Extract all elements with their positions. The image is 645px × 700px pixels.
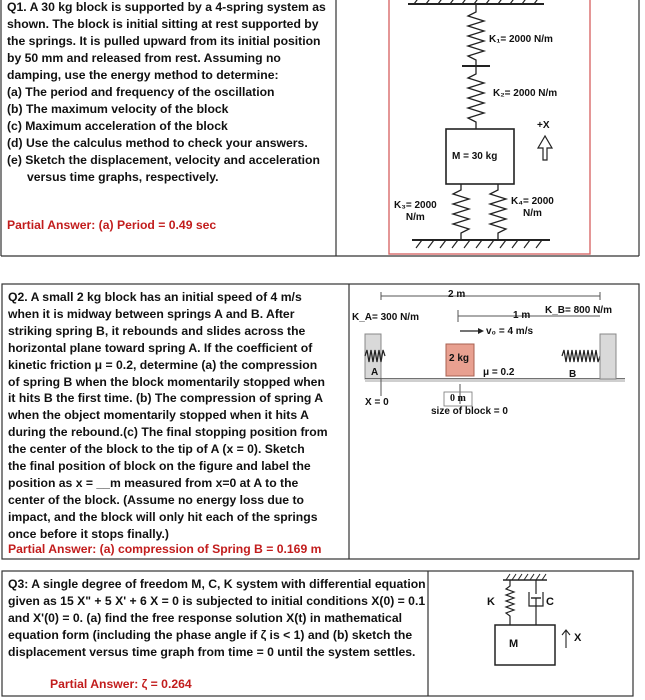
q2-answer: Partial Answer: (a) compression of Spring B = 0.169 m — [8, 542, 322, 556]
mu-label: μ = 0.2 — [483, 367, 515, 378]
zero-label: 0 m — [450, 393, 466, 404]
spring-b — [562, 350, 600, 362]
q2-line: striking spring B, it rebounds and slides across the — [8, 323, 306, 338]
q2-dist-1m: 1 m — [513, 310, 531, 321]
q1-line: (d) Use the calculus method to check your answers. — [7, 136, 308, 150]
q1-line: Q1. A 30 kg block is supported by a 4-spring system as — [7, 0, 326, 14]
velocity-label: v₀ = 4 m/s — [486, 326, 534, 337]
q2-line: position as x = __m measured from x=0 at A to the — [8, 475, 299, 490]
q2-line: when it is midway between springs A and B. After — [8, 306, 295, 321]
q2-line: horizontal plane toward spring A. If the coefficient of — [8, 340, 313, 355]
k3-value: K₃= 2000 — [394, 200, 437, 211]
k1-label: K₁= 2000 N/m — [489, 34, 553, 45]
q1-line: by 50 mm and released from rest. Assuming no — [7, 51, 281, 65]
q2-line: it hits B the first time. (b) The compression of spring A — [8, 391, 324, 406]
q3-line: displacement versus time graph from time = 0 until the system settles. — [8, 645, 416, 659]
q1-line: shown. The block is initial sitting at rest supported by — [7, 17, 319, 31]
q1-box-borders — [0, 0, 645, 260]
k4-unit: N/m — [522, 208, 542, 219]
q2-line: center of the block. (Assume no energy loss due to — [8, 492, 304, 507]
q3-m-label: M — [509, 638, 519, 650]
direction-label: +X — [537, 120, 550, 131]
q2-line: of spring B when the block momentarily stopped when — [8, 374, 325, 389]
q2-line: impact, and the block will only hit each of the springs — [8, 509, 318, 524]
q1-line: the springs. It is pulled upward from its initial position — [7, 34, 321, 48]
label-b: B — [569, 369, 577, 380]
q3-mck-figure — [470, 568, 620, 698]
x0-label: X = 0 — [365, 397, 389, 408]
q1-line: (e) Sketch the displacement, velocity and acceleration — [7, 153, 320, 167]
label-a: A — [371, 367, 379, 378]
ka-label: K_A= 300 N/m — [352, 312, 419, 323]
q2-mass-label: 2 kg — [449, 353, 470, 364]
q2-dist-2m: 2 m — [448, 289, 466, 300]
q2-line: when the object momentarily stopped when it hits A — [8, 408, 309, 423]
q2-line: during the rebound.(c) The final stopping position from — [8, 425, 328, 440]
q3-mass-block — [495, 625, 555, 665]
q1-mass-label: M = 30 kg — [452, 151, 498, 162]
q1-line: (b) The maximum velocity of the block — [7, 102, 229, 116]
kb-label: K_B= 800 N/m — [545, 305, 612, 316]
q3-line: equation form (including the phase angle if ζ is < 1) and (b) sketch the — [8, 628, 413, 642]
q3-line: and X'(0) = 0. (a) find the free response solution X(t) in mathematical — [8, 611, 402, 625]
q3-line: Q3: A single degree of freedom M, C, K system with differential equation — [8, 577, 426, 591]
q3-x-label: X — [574, 632, 582, 644]
q2-line: kinetic friction μ = 0.2, determine (a) the compression — [8, 357, 318, 372]
q2-text — [8, 289, 328, 543]
q1-line: damping, use the energy method to determine: — [7, 68, 279, 82]
right-wall — [600, 334, 616, 379]
k2-label: K₂= 2000 N/m — [493, 88, 558, 99]
q2-line: Q2. A small 2 kg block has an initial speed of 4 m/s — [8, 290, 302, 304]
q3-c-label: C — [546, 596, 554, 608]
k4-value: K₄= 2000 — [511, 196, 554, 207]
q1-line: (a) The period and frequency of the oscillation — [7, 85, 275, 99]
q3-k-label: K — [487, 596, 495, 608]
q3-spring — [506, 580, 514, 625]
q3-text — [8, 576, 426, 661]
k3-unit: N/m — [405, 212, 425, 223]
q3-answer: Partial Answer: ζ = 0.264 — [50, 677, 192, 691]
q2-line: the final position of block on the figure and label the — [8, 459, 311, 474]
q3-line: given as 15 X" + 5 X' + 6 X = 0 is subjected to initial conditions X(0) = 0.1 — [8, 594, 426, 608]
q1-answer: Partial Answer: (a) Period = 0.49 sec — [7, 218, 217, 232]
q1-line: versus time graphs, respectively. — [27, 170, 219, 184]
size-note: size of block = 0 — [431, 406, 508, 417]
q1-line: (c) Maximum acceleration of the block — [7, 119, 228, 133]
q2-line: the center of the block to the tip of A (x = 0). Sketch — [8, 442, 305, 457]
q2-line: once before it stops finally.) — [8, 526, 169, 541]
